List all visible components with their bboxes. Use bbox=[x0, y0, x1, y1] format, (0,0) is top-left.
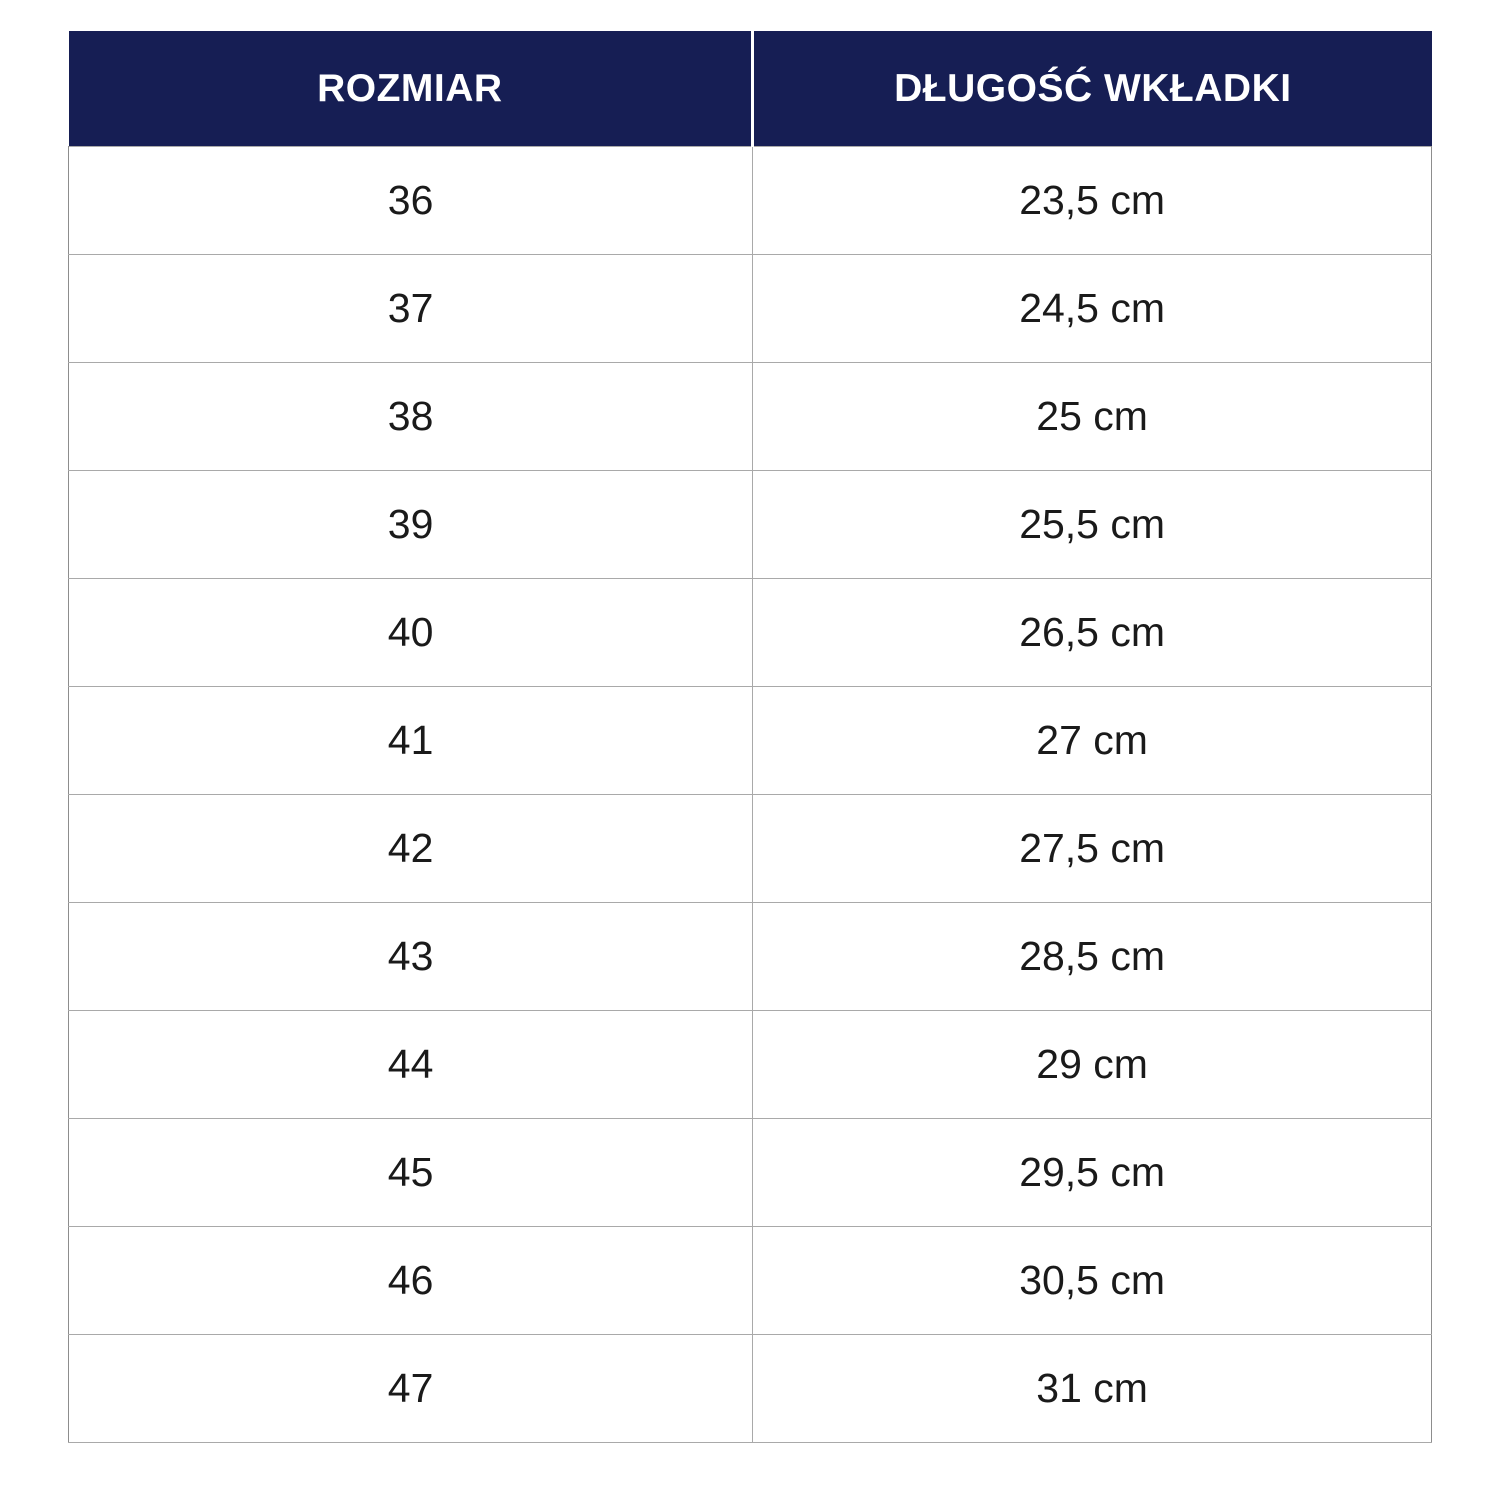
table-row bbox=[69, 1227, 1432, 1335]
cell-size: 44 bbox=[69, 1011, 753, 1119]
cell-insole-length: 30,5 cm bbox=[753, 1227, 1432, 1335]
table-row bbox=[69, 687, 1432, 795]
cell-size: 36 bbox=[69, 147, 753, 255]
cell-insole-length: 28,5 cm bbox=[753, 903, 1432, 1011]
table-body bbox=[69, 147, 1432, 1443]
cell-insole-length: 25 cm bbox=[753, 363, 1432, 471]
table-row bbox=[69, 255, 1432, 363]
cell-size: 41 bbox=[69, 687, 753, 795]
cell-size: 46 bbox=[69, 1227, 753, 1335]
table-header-row bbox=[69, 31, 1432, 147]
cell-insole-length: 25,5 cm bbox=[753, 471, 1432, 579]
cell-size: 37 bbox=[69, 255, 753, 363]
cell-insole-length: 31 cm bbox=[753, 1335, 1432, 1443]
cell-size: 39 bbox=[69, 471, 753, 579]
cell-size: 38 bbox=[69, 363, 753, 471]
cell-insole-length: 26,5 cm bbox=[753, 579, 1432, 687]
cell-size: 40 bbox=[69, 579, 753, 687]
table-row bbox=[69, 147, 1432, 255]
size-chart-table bbox=[68, 31, 1432, 1443]
cell-size: 47 bbox=[69, 1335, 753, 1443]
column-header-size: ROZMIAR bbox=[69, 31, 753, 147]
table-row bbox=[69, 903, 1432, 1011]
table-header bbox=[69, 31, 1432, 147]
table-row bbox=[69, 1119, 1432, 1227]
table-row bbox=[69, 795, 1432, 903]
cell-insole-length: 24,5 cm bbox=[753, 255, 1432, 363]
table-row bbox=[69, 471, 1432, 579]
table-row bbox=[69, 363, 1432, 471]
cell-insole-length: 23,5 cm bbox=[753, 147, 1432, 255]
table-row bbox=[69, 1011, 1432, 1119]
cell-insole-length: 27,5 cm bbox=[753, 795, 1432, 903]
cell-size: 45 bbox=[69, 1119, 753, 1227]
table-row bbox=[69, 1335, 1432, 1443]
cell-insole-length: 29,5 cm bbox=[753, 1119, 1432, 1227]
table-row bbox=[69, 579, 1432, 687]
cell-size: 42 bbox=[69, 795, 753, 903]
cell-insole-length: 27 cm bbox=[753, 687, 1432, 795]
cell-size: 43 bbox=[69, 903, 753, 1011]
cell-insole-length: 29 cm bbox=[753, 1011, 1432, 1119]
column-header-length: DŁUGOŚĆ WKŁADKI bbox=[753, 31, 1432, 147]
